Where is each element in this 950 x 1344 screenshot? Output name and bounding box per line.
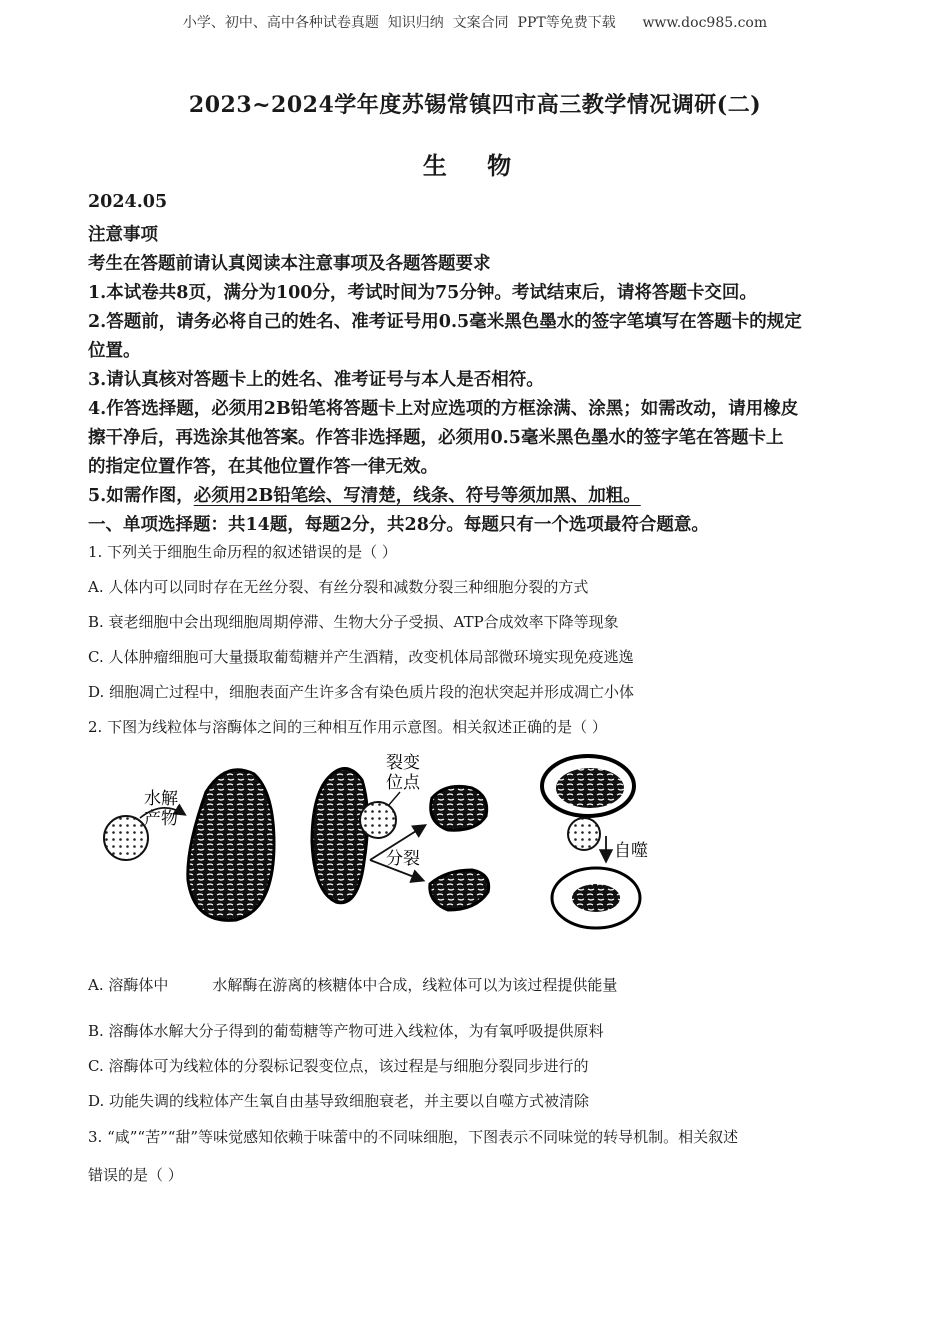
q2-option-d: D. 功能失调的线粒体产生氧自由基导致细胞衰老，并主要以自噬方式被清除 [88,1092,590,1110]
label-autophagy: 自噬 [614,841,648,861]
q2-option-a-right: 水解酶在游离的核糖体中合成，线粒体可以为该过程提供能量 [212,976,618,994]
notice-heading: 注意事项 [88,225,158,245]
q1-option-b: B. 衰老细胞中会出现细胞周期停滞、生物大分子受损、ATP合成效率下降等现象 [88,613,619,631]
notice-item-5 [88,482,868,507]
notice-item: 3.请认真核对答题卡上的姓名、准考证号与本人是否相符。 [88,370,544,390]
q2-option-c: C. 溶酶体可为线粒体的分裂标记裂变位点，该过程是与细胞分裂同步进行的 [88,1057,589,1075]
notice-item: 位置。 [88,341,141,361]
q1-stem: 1. 下列关于细胞生命历程的叙述错误的是（ ） [88,543,397,561]
label-fission-site-1: 裂变 [386,753,420,773]
notice-intro: 考生在答题前请认真阅读本注意事项及各题答题要求 [88,254,491,274]
mitochondrion-panel2 [312,768,368,902]
notice-item: 1.本试卷共8页，满分为100分，考试时间为75分钟。考试结束后，请将答题卡交回。 [88,283,757,303]
daughter-mitochondrion-1 [431,786,487,830]
notice-item: 擦干净后，再选涂其他答案。作答非选择题，必须用0.5毫米黑色墨水的签字笔在答题卡上 [88,428,784,448]
q1-option-d: D. 细胞凋亡过程中，细胞表面产生许多含有染色质片段的泡状突起并形成凋亡小体 [88,683,635,701]
exam-subject: 生 物 [422,151,528,180]
label-hydrolysis-2: 产物 [144,809,178,829]
lysosome-panel1 [104,816,148,860]
autolysosome-core [572,884,620,912]
lysosome-panel2 [360,802,396,838]
notice-item: 4.作答选择题，必须用2B铅笔将答题卡上对应选项的方框涂满、涂黑；如需改动，请用橡皮 [88,399,799,419]
label-hydrolysis-1: 水解 [144,789,178,809]
mitochondrion-panel1 [188,770,274,921]
notice-item: 2.答题前，请务必将自己的姓名、准考证号用0.5毫米黑色墨水的签字笔填写在答题卡的规定 [88,312,802,332]
q1-option-c: C. 人体肿瘤细胞可大量摄取葡萄糖并产生酒精，改变机体局部微环境实现免疫逃逸 [88,648,634,666]
label-fission-site-2: 位点 [386,773,420,793]
q3-stem-line-1: 3. “咸”“苦”“甜”等味觉感知依赖于味蕾中的不同味细胞，下图表示不同味觉的转导机制。相关叙述 [88,1128,739,1146]
q3-stem-line-2: 错误的是（ ） [88,1166,183,1184]
daughter-mitochondrion-2 [430,870,489,910]
header-banner: 小学、初中、高中各种试卷真题 知识归纳 文案合同 PPT等免费下载 www.doc985.com [182,15,768,31]
notice-item-5-prefix: 5.如需作图， [88,486,194,506]
notice-item-5-underlined: 必须用2B铅笔绘、写清楚，线条、符号等须加黑、加粗。 [193,486,641,506]
mitochondrion-panel3-inner [556,768,624,808]
q2-stem: 2. 下图为线粒体与溶酶体之间的三种相互作用示意图。相关叙述正确的是（ ） [88,718,607,736]
q2-option-a [88,974,868,995]
q2-option-b: B. 溶酶体水解大分子得到的葡萄糖等产物可进入线粒体，为有氧呼吸提供原料 [88,1022,604,1040]
q2-option-a-left: A. 溶酶体中 [88,976,169,994]
exam-date: 2024.05 [88,192,168,212]
label-fission: 分裂 [386,849,420,869]
q1-option-a: A. 人体内可以同时存在无丝分裂、有丝分裂和减数分裂三种细胞分裂的方式 [88,578,589,596]
section-heading: 一、单项选择题：共14题，每题2分，共28分。每题只有一个选项最符合题意。 [88,515,709,535]
exam-title: 2023~2024学年度苏锡常镇四市高三教学情况调研(二) [188,92,762,118]
lysosome-panel3 [568,818,600,850]
mitochondria-lysosome-figure [96,752,676,932]
notice-item: 的指定位置作答，在其他位置作答一律无效。 [88,457,438,477]
pointer-fission-site [388,792,400,806]
